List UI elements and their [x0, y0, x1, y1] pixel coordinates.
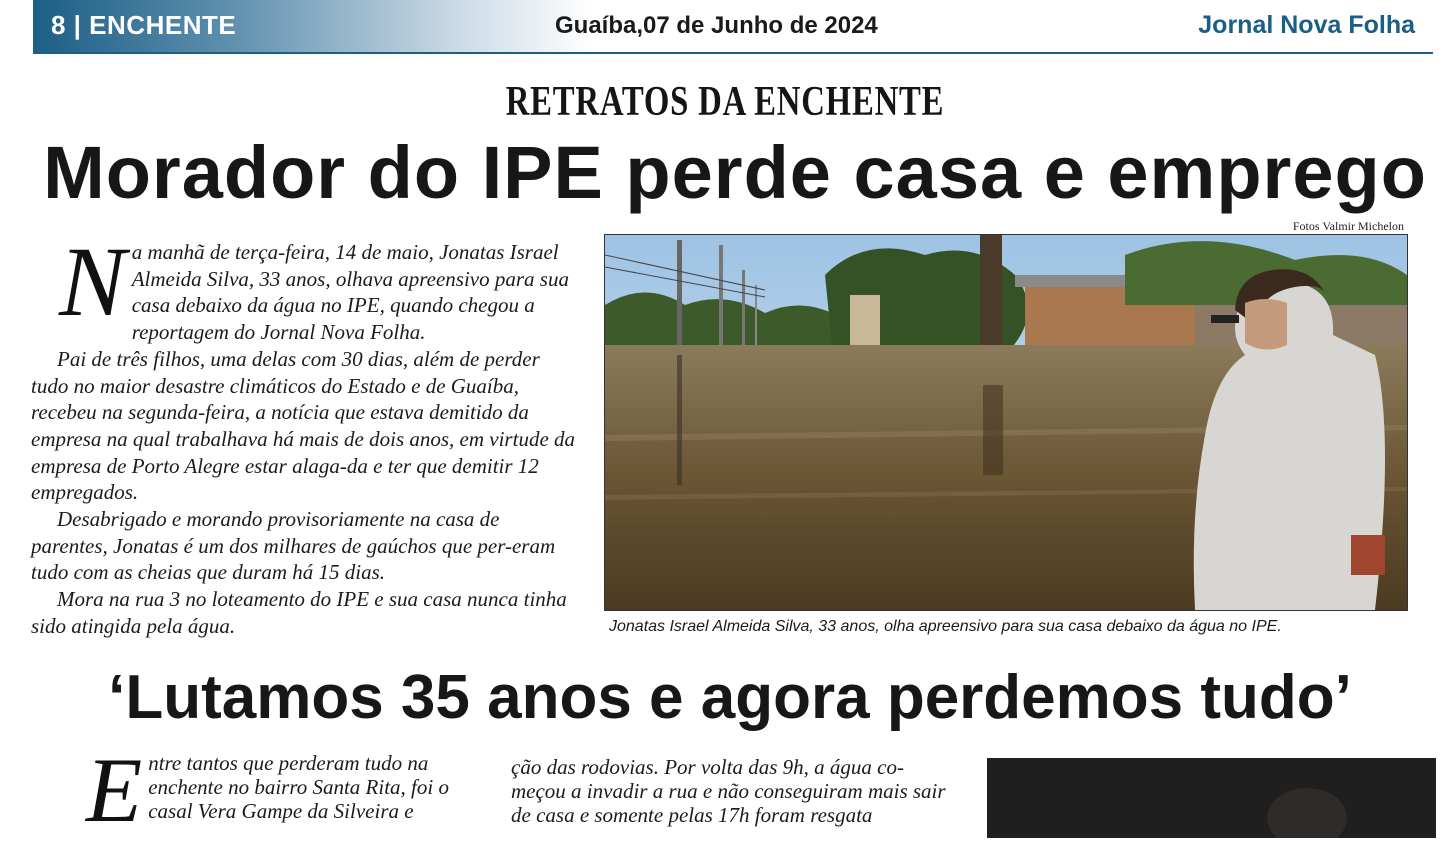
article-paragraph: ntre tantos que perderam tudo na enchente no bairro Santa Rita, foi o casal Vera Gampe da Silveira e — [148, 751, 449, 823]
article-body — [31, 226, 576, 640]
photo-caption: Jonatas Israel Almeida Silva, 33 anos, olha apreensivo para sua casa debaixo da água no IPE. — [609, 618, 1282, 635]
section-label: 8 | ENCHENTE — [51, 10, 237, 40]
second-article-column-2 — [511, 755, 951, 827]
article-paragraph: Mora na rua 3 no loteamento do IPE e sua casa nunca tinha sido atingida pela água. — [31, 587, 567, 638]
article-paragraph: Desabrigado e morando provisoriamente na casa de parentes, Jonatas é um dos milhares de gaúchos que per-eram tudo com as cheias que duram há 15 dias. — [31, 507, 556, 585]
photo-credit: Fotos Valmir Michelon — [1292, 219, 1404, 233]
flood-photo — [604, 234, 1408, 611]
article-paragraph: Pai de três filhos, uma delas com 30 dias, além de perder tudo no maior desastre climáticos do Estado e de Guaíba, recebeu na segunda-feira, a notícia que estava demitido da empresa na qual trabalhava há mais de dois anos, em virtude da empresa de Porto Alegre estar alaga-da e ter que demitir 12 empregados. — [31, 346, 576, 505]
article-paragraph: a manhã de terça-feira, 14 de maio, Jonatas Israel Almeida Silva, 33 anos, olhava apreensivo para sua casa debaixo da água no IPE, quando chegou a reportagem do Jornal Nova Folha. — [131, 240, 569, 345]
article-headline: Morador do IPE perde casa e emprego — [43, 131, 1427, 214]
article-paragraph: ção das rodovias. Por volta das 9h, a água co-meçou a invadir a rua e não conseguiram mais sair de casa e somente pelas 17h foram resgata — [511, 755, 946, 827]
second-article-photo — [987, 758, 1436, 838]
article-kicker: RETRATOS DA ENCHENTE — [505, 79, 945, 125]
second-headline: ‘Lutamos 35 anos e agora perdemos tudo’ — [108, 663, 1352, 732]
issue-date: Guaíba,07 de Junho de 2024 — [555, 12, 878, 39]
flood-scene-illustration — [605, 235, 1407, 610]
newspaper-name: Jornal Nova Folha — [1198, 11, 1415, 39]
dark-photo-illustration — [987, 758, 1436, 838]
drop-cap: N — [59, 226, 126, 337]
drop-cap: E — [86, 739, 143, 841]
page-header — [33, 0, 1433, 54]
